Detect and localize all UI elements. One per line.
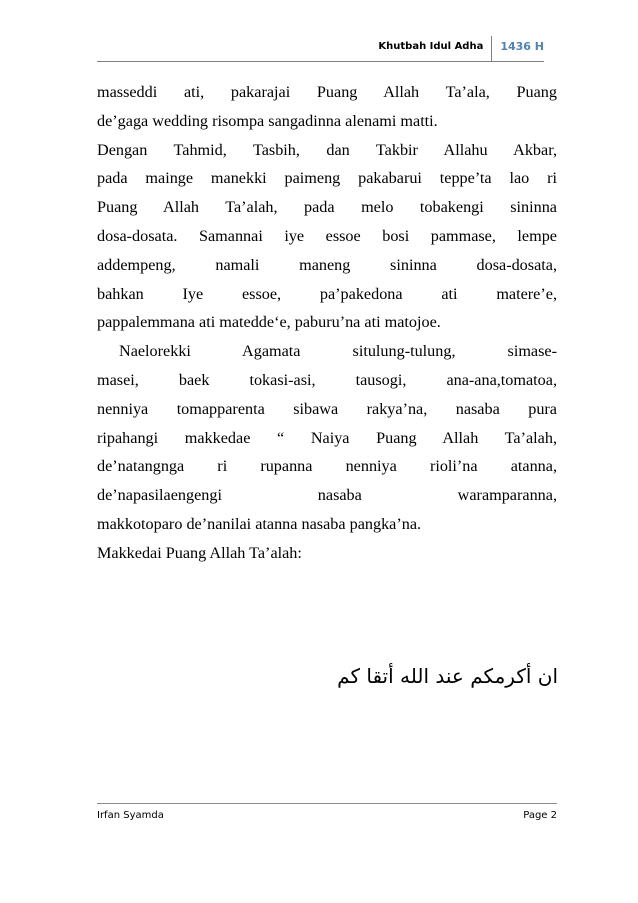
body-line: addempeng, namali maneng sininna dosa-dosata, [97,255,557,274]
footer-author: Irfan Syamda [97,810,164,821]
page-header [378,34,544,64]
footer-page-number: Page 2 [523,810,557,821]
header-year: 1436 H [500,40,544,53]
body-line: masei, baek tokasi-asi, tausogi, ana-ana,tomatoa, [97,370,557,389]
body-line: de’natangnga ri rupanna nenniya rioli’na atanna, [97,457,557,476]
body-line: de’napasilaengengi nasaba waramparanna, [97,486,557,505]
body-line: Dengan Tahmid, Tasbih, dan Takbir Allahu Akbar, [97,140,557,159]
body-line: Naelorekki Agamata situlung-tulung, simase- [119,342,557,361]
body-line: Puang Allah Ta’alah, pada melo tobakengi sininna [97,198,557,217]
body-line: makkotoparo de’nanilai atanna nasaba pangka’na. [97,514,422,533]
body-line: Makkedai Puang Allah Ta’alah: [97,543,302,562]
header-title: Khutbah Idul Adha [378,41,484,52]
body-line: de’gaga wedding risompa sangadinna alenami matti. [97,111,438,130]
arabic-verse: ان أكرمكم عند الله أتقا كم [337,664,558,688]
header-divider [491,36,492,62]
body-line: ripahangi makkedae “ Naiya Puang Allah Ta’alah, [97,428,557,447]
body-line: pada mainge manekki paimeng pakabarui teppe’ta lao ri [97,169,557,188]
body-line: pappalemmana ati matedde‘e, paburu’na ati matojoe. [97,313,441,332]
body-line: nenniya tomapparenta sibawa rakya’na, nasaba pura [97,399,557,418]
body-line: dosa-dosata. Samannai iye essoe bosi pammase, lempe [97,226,557,245]
body-line: masseddi ati, pakarajai Puang Allah Ta’ala, Puang [97,83,557,101]
body-paragraphs [97,78,557,568]
body-line: bahkan Iye essoe, pa’pakedona ati matere’e, [97,284,557,303]
footer-rule [97,803,557,804]
header-rule [97,61,544,62]
